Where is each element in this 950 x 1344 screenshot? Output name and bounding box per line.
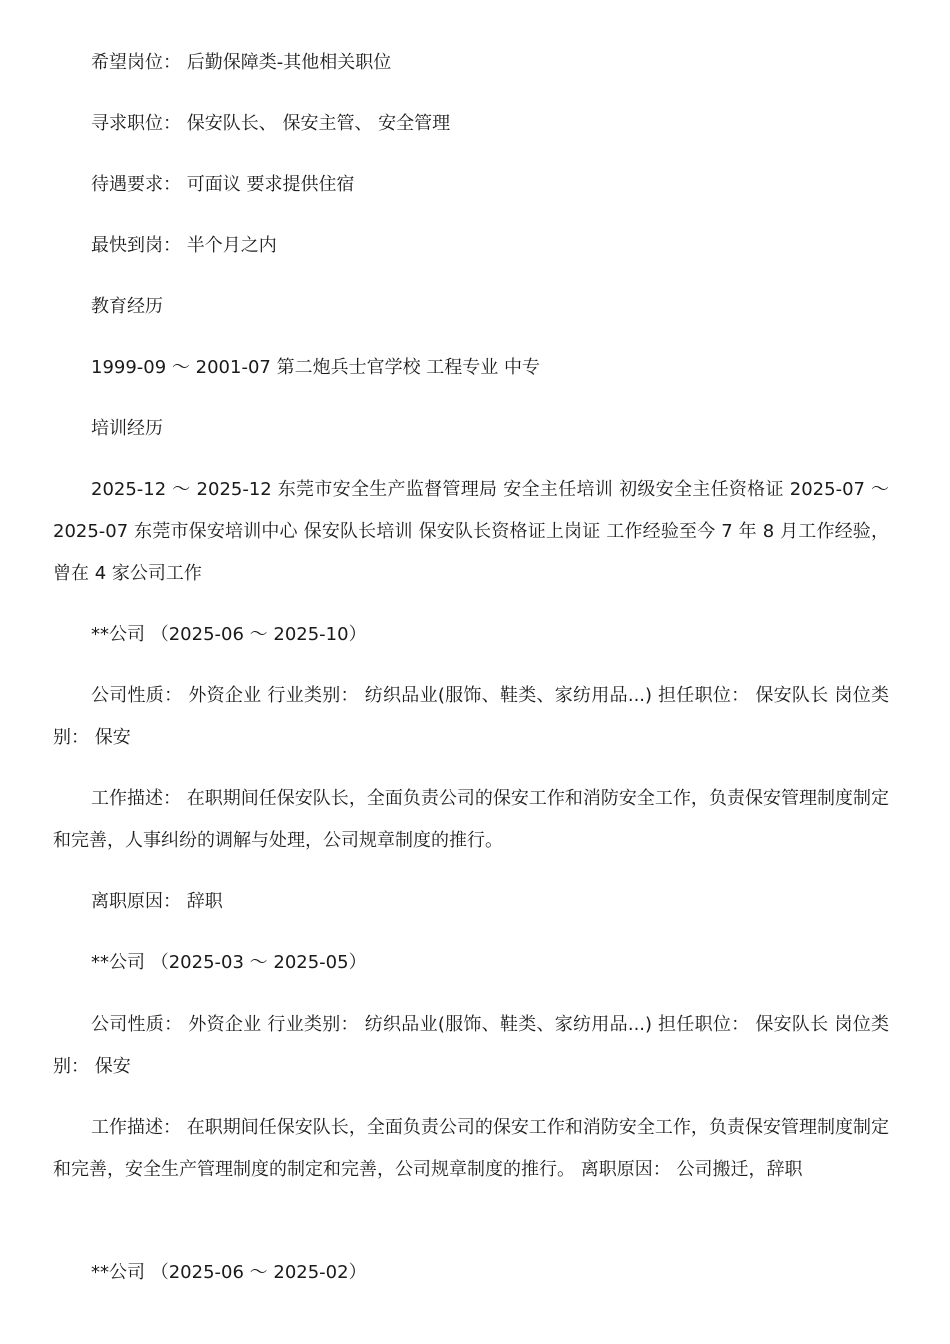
earliest-start: 最快到岗： 半个月之内	[91, 235, 277, 256]
education-heading: 教育经历	[91, 296, 163, 317]
education-entry: 1999-09 ～ 2001-07 第二炮兵士官学校 工程专业 中专	[91, 357, 541, 378]
company-1-heading: **公司 （2025-06 ～ 2025-10）	[91, 624, 367, 645]
salary-requirement: 待遇要求： 可面议 要求提供住宿	[91, 174, 355, 195]
company-2-heading: **公司 （2025-03 ～ 2025-05）	[91, 952, 367, 973]
sought-positions: 寻求职位： 保安队长、 保安主管、 安全管理	[91, 113, 451, 134]
company-1-leave-reason: 离职原因： 辞职	[91, 891, 223, 912]
company-1-details: 公司性质： 外资企业 行业类别： 纺织品业(服饰、鞋类、家纺用品...) 担任职位： 保安队长 岗位类别： 保安	[53, 685, 889, 748]
company-1-description: 工作描述： 在职期间任保安队长，全面负责公司的保安工作和消防安全工作，负责保安管理制度制定和完善，人事纠纷的调解与处理，公司规章制度的推行。	[53, 788, 889, 851]
company-2-details: 公司性质： 外资企业 行业类别： 纺织品业(服饰、鞋类、家纺用品...) 担任职位： 保安队长 岗位类别： 保安	[53, 1014, 889, 1077]
company-3-heading: **公司 （2025-06 ～ 2025-02）	[91, 1262, 367, 1283]
company-2-description: 工作描述： 在职期间任保安队长，全面负责公司的保安工作和消防安全工作，负责保安管理制度制定和完善，安全生产管理制度的制定和完善，公司规章制度的推行。 离职原因： 公司搬迁，辞职	[53, 1117, 889, 1180]
training-entries: 2025-12 ～ 2025-12 东莞市安全生产监督管理局 安全主任培训 初级安全主任资格证 2025-07 ～ 2025-07 东莞市保安培训中心 保安队长培训 保安队长资格证上岗证 工作经验至今 7 年 8 月工作经验，曾在 4 家公司工作	[53, 479, 889, 584]
desired-position: 希望岗位： 后勤保障类-其他相关职位	[91, 52, 392, 73]
training-heading: 培训经历	[91, 418, 163, 439]
